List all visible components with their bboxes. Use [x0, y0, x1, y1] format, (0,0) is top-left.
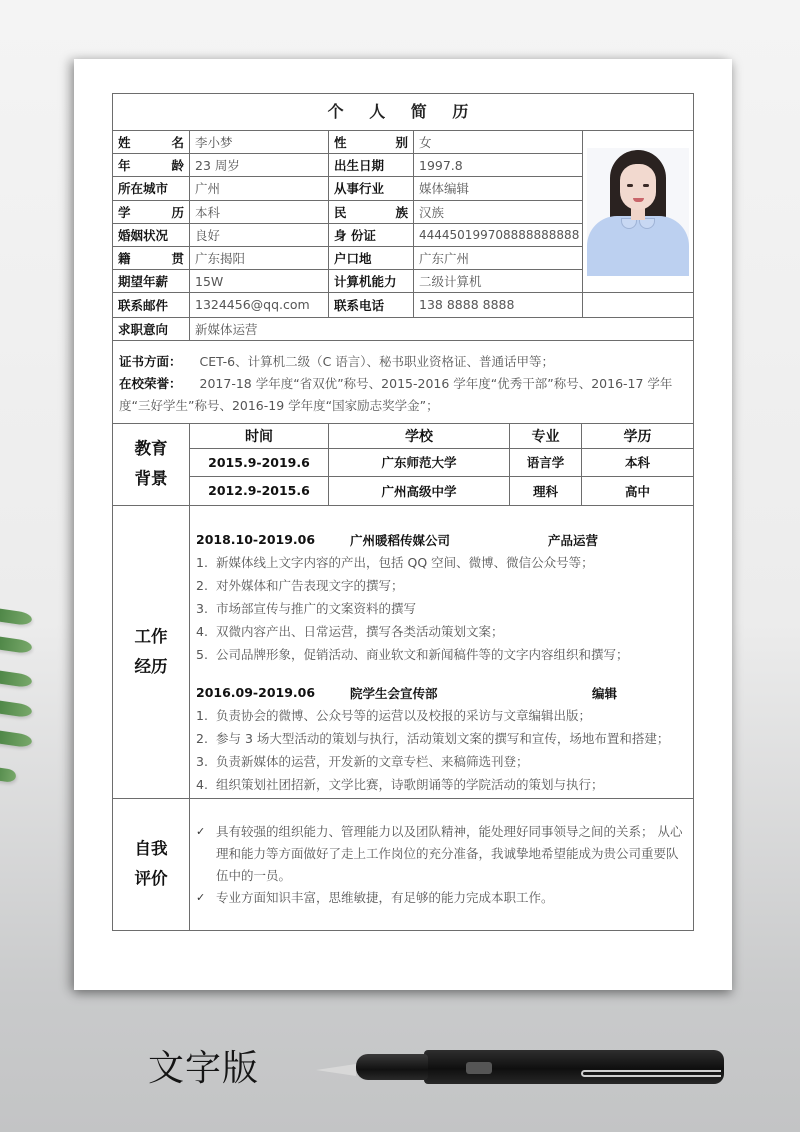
- education-row: [190, 449, 693, 477]
- fountain-pen-icon: [316, 1044, 726, 1094]
- fern-decoration: [0, 610, 40, 820]
- education-header-row: [190, 424, 693, 449]
- job-intent-value: 新媒体运营: [195, 321, 258, 337]
- info-value-hukou: 广东广州: [419, 251, 470, 267]
- info-value-gender: 女: [419, 135, 432, 151]
- self-eval-item: ✓ 具有较强的组织能力、管理能力以及团队精神，能处理好同事领导之间的关系； 从心理和能力等方面做好了走上工作岗位的充分准备，我诚挚地希望能成为贵公司重要队伍中的一员。: [196, 821, 687, 887]
- job-org: 院学生会宣传部: [350, 685, 438, 701]
- resume-paper: [74, 59, 732, 990]
- job-duty: 3. 负责新媒体的运营，开发新的文章专栏、来稿筛选刊登；: [196, 753, 529, 769]
- self-eval-item: ✓ 专业方面知识丰富，思维敏捷，有足够的能力完成本职工作。: [196, 887, 687, 909]
- edu-time: 2015.9-2019.6: [190, 449, 329, 476]
- job-intent-row: [113, 318, 693, 341]
- edu-header-degree: 学历: [623, 428, 652, 445]
- honors-value: 2017-18 学年度“省双优”称号、2015-2016 学年度“优秀干部”称号、2016-17 学年度“三好学生”称号、2016-19 学年度“国家励志奖学金”；: [119, 375, 673, 413]
- photo-cell: [583, 131, 693, 293]
- education-side-label: 教育 背景: [113, 424, 190, 505]
- honors-label: 在校荣誉：: [119, 375, 182, 391]
- work-side-label: 工作 经历: [113, 506, 190, 798]
- info-value-salary: 15W: [190, 270, 329, 292]
- info-value-native-place: 广东揭阳: [190, 247, 329, 269]
- info-value-name: 李小梦: [190, 131, 329, 153]
- job-intent-label: 求职意向: [113, 318, 190, 340]
- info-label-birthdate: 出生日期: [329, 154, 414, 176]
- edu-degree: 高中: [624, 483, 650, 499]
- job-duty: 1. 负责协会的微博、公众号等的运营以及校报的采访与文章编辑出版；: [196, 707, 592, 723]
- info-row: [113, 293, 582, 316]
- resume-table: [112, 93, 694, 931]
- info-row: [113, 201, 582, 224]
- certificates-section: [113, 341, 693, 424]
- info-value-industry: 媒体编辑: [419, 181, 470, 197]
- info-value-email[interactable]: 1324456@qq.com: [190, 293, 329, 316]
- job-header: [196, 529, 687, 551]
- job-role: 编辑: [592, 685, 618, 701]
- info-label-industry: 从事行业: [329, 177, 414, 199]
- info-row: [113, 224, 582, 247]
- job-role: 产品运营: [548, 532, 599, 548]
- edu-header-major: 专业: [510, 424, 582, 448]
- job-duty: 3. 市场部宣传与推广的文案资料的撰写: [196, 600, 417, 616]
- info-value-city: 广州: [190, 177, 329, 199]
- job-entry: [196, 682, 687, 796]
- info-row: [113, 177, 582, 200]
- caption-text: 文字版: [148, 1048, 260, 1089]
- info-value-computer: 二级计算机: [419, 274, 482, 290]
- info-label-id: 身 份证: [329, 224, 414, 246]
- job-org: 广州暖稻传媒公司: [350, 532, 451, 548]
- job-header: [196, 682, 687, 704]
- photo-column: [582, 131, 693, 317]
- honors-line: [119, 373, 687, 417]
- edu-school: 广东师范大学: [329, 449, 510, 476]
- job-dates: 2016.09-2019.06: [196, 685, 316, 700]
- info-value-age: 23 周岁: [190, 154, 329, 176]
- job-duty: 2. 参与 3 场大型活动的策划与执行，活动策划文案的撰写和宣传，场地布置和搭建；: [196, 730, 670, 746]
- edu-header-time: 时间: [190, 424, 329, 448]
- info-value-birthdate: 1997.8: [419, 157, 463, 173]
- edu-degree: 本科: [624, 455, 650, 470]
- info-row: [113, 270, 582, 293]
- info-value-ethnicity: 汉族: [419, 204, 445, 220]
- certificates-value: CET-6、计算机二级（C 语言）、秘书职业资格证、普通话甲等；: [199, 353, 555, 369]
- job-entry: [196, 529, 687, 666]
- edu-major: 理科: [510, 477, 582, 505]
- certificates-label: 证书方面：: [119, 353, 182, 369]
- job-duty: 5. 公司品牌形象，促销活动、商业软文和新闻稿件等的文字内容组织和撰写；: [196, 646, 629, 662]
- education-table: [190, 424, 693, 505]
- certificates-line: [119, 351, 687, 373]
- job-dates: 2018.10-2019.06: [196, 532, 316, 547]
- info-label-native-place: 籍 贯: [113, 247, 190, 269]
- info-label-education: 学 历: [113, 201, 190, 223]
- self-evaluation-section: [113, 799, 693, 930]
- education-row: [190, 477, 693, 505]
- info-label-email: 联系邮件: [113, 293, 190, 316]
- info-label-salary: 期望年薪: [113, 270, 190, 292]
- education-section: [113, 424, 693, 506]
- info-label-city: 所在城市: [113, 177, 190, 199]
- info-row: [113, 131, 582, 154]
- info-label-marital: 婚姻状况: [113, 224, 190, 246]
- edu-time: 2012.9-2015.6: [190, 477, 329, 505]
- check-icon: ✓: [196, 824, 206, 838]
- info-label-computer: 计算机能力: [329, 270, 414, 292]
- info-label-age: 年 龄: [113, 154, 190, 176]
- info-value-phone[interactable]: 138 8888 8888: [419, 297, 515, 313]
- info-value-education: 本科: [190, 201, 329, 223]
- info-value-id: 444450199708888888888: [419, 227, 580, 242]
- info-row: [113, 247, 582, 270]
- self-eval-side-label: 自我 评价: [113, 799, 190, 930]
- basic-info-section: [113, 131, 693, 318]
- job-duty: 2. 对外媒体和广告表现文字的撰写；: [196, 577, 404, 593]
- info-label-ethnicity: 民 族: [329, 201, 414, 223]
- info-label-phone: 联系电话: [329, 293, 414, 316]
- check-icon: ✓: [196, 890, 206, 904]
- work-section: [113, 506, 693, 799]
- job-duty: 4. 双微内容产出、日常运营，撰写各类活动策划文案；: [196, 623, 504, 639]
- profile-photo: [587, 148, 689, 276]
- info-label-gender: 性 别: [329, 131, 414, 153]
- edu-header-school: 学校: [329, 424, 510, 448]
- edu-major: 语言学: [510, 449, 582, 476]
- edu-school: 广州高级中学: [329, 477, 510, 505]
- info-label-hukou: 户口地: [329, 247, 414, 269]
- info-label-name: 姓 名: [113, 131, 190, 153]
- info-value-marital: 良好: [190, 224, 329, 246]
- info-row: [113, 154, 582, 177]
- job-duty: 4. 组织策划社团招新，文学比赛，诗歌朗诵等的学院活动的策划与执行；: [196, 776, 604, 792]
- job-duty: 1. 新媒体线上文字内容的产出，包括 QQ 空间、微博、微信公众号等；: [196, 554, 594, 570]
- resume-title: 个 人 简 历: [113, 94, 693, 131]
